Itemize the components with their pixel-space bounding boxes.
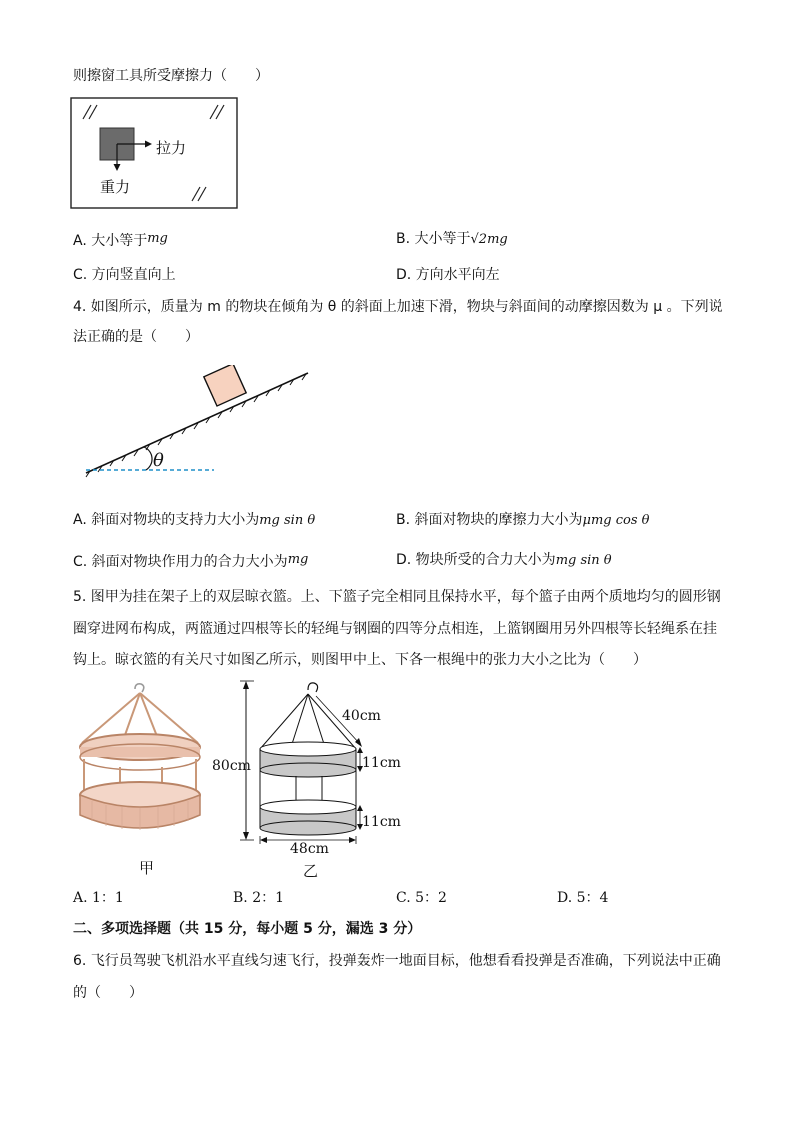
option-a-text: A. 斜面对物块的支持力大小为	[73, 512, 260, 528]
q4-option-c[interactable]	[73, 550, 308, 572]
q4-option-b[interactable]	[396, 510, 649, 531]
pull-label: 拉力	[156, 139, 187, 157]
q5-option-c[interactable]: C. 5：2	[396, 890, 447, 906]
hook	[308, 683, 318, 692]
q4-stem-line1: 4. 如图所示，质量为 m 的物块在倾角为 θ 的斜面上加速下滑，物块与斜面间的动摩擦因数为 μ 。下列说	[73, 299, 723, 315]
q3-option-b[interactable]	[396, 229, 508, 250]
q4-figure	[80, 365, 315, 480]
option-a-math: mg	[147, 231, 168, 246]
q3-stem: 则擦窗工具所受摩擦力（ ）	[73, 68, 269, 84]
option-c-math: mg	[287, 552, 309, 567]
q5-stem-line2: 圈穿进网布构成，两篮通过四根等长的轻绳与钢圈的四等分点相连，上篮钢圈用另外四根等长轻绳系在挂	[73, 621, 717, 637]
q3-option-d[interactable]: D. 方向水平向左	[396, 267, 500, 283]
option-c-text: C. 斜面对物块作用力的合力大小为	[73, 554, 288, 570]
q5-option-d[interactable]: D. 5：4	[557, 890, 609, 906]
option-b-text: B. 大小等于	[396, 231, 471, 247]
incline-block	[204, 365, 246, 406]
q5-option-b[interactable]: B. 2：1	[233, 890, 285, 906]
dim-width: 48cm	[290, 841, 329, 856]
q5-figure-right-diagram	[210, 678, 410, 856]
q3-option-c[interactable]: C. 方向竖直向上	[73, 267, 176, 283]
option-b-math: μmg cos θ	[582, 513, 650, 528]
gravity-label: 重力	[100, 178, 131, 196]
angle-label: θ	[153, 450, 164, 471]
upper-basket-top	[260, 742, 356, 756]
option-b-text: B. 斜面对物块的摩擦力大小为	[396, 512, 583, 528]
section-2-heading: 二、多项选择题（共 15 分，每小题 5 分，漏选 3 分）	[73, 921, 422, 937]
option-a-text: A. 大小等于	[73, 233, 148, 249]
dim-upper-basket: 11cm	[362, 755, 401, 771]
q6-stem-line2: 的（ ）	[73, 985, 143, 1001]
angle-arc	[144, 447, 152, 470]
lower-basket-top	[260, 800, 356, 814]
caption-yi: 乙	[303, 862, 319, 880]
option-d-text: D. 物块所受的合力大小为	[396, 552, 556, 568]
q5-stem-line3: 钩上。晾衣篮的有关尺寸如图乙所示，则图甲中上、下各一根绳中的张力大小之比为（ ）	[73, 652, 647, 668]
incline-surface	[86, 373, 308, 473]
option-a-math: mg sin θ	[259, 513, 316, 528]
dim-total-height: 80cm	[212, 758, 251, 774]
q5-option-a[interactable]: A. 1：1	[73, 890, 124, 906]
dim-rope: 40cm	[342, 708, 381, 724]
option-d-math: mg sin θ	[555, 553, 612, 568]
dim-lower-basket: 11cm	[362, 814, 401, 830]
hook	[135, 684, 144, 692]
q4-option-a[interactable]	[73, 510, 315, 531]
option-b-math: √2mg	[470, 232, 508, 247]
q3-figure	[70, 97, 240, 211]
q4-option-d[interactable]	[396, 550, 612, 571]
q5-figure-left-photo	[72, 683, 210, 843]
q3-option-a[interactable]	[73, 229, 168, 251]
caption-jia: 甲	[139, 859, 155, 877]
q5-stem-line1: 5. 图甲为挂在架子上的双层晾衣篮。上、下篮子完全相同且保持水平，每个篮子由两个质地均匀的圆形钢	[73, 589, 721, 605]
q4-stem-line2: 法正确的是（ ）	[73, 329, 199, 345]
q6-stem-line1: 6. 飞行员驾驶飞机沿水平直线匀速飞行，投弹轰炸一地面目标，他想看看投弹是否准确，下列说法中正确	[73, 953, 721, 969]
